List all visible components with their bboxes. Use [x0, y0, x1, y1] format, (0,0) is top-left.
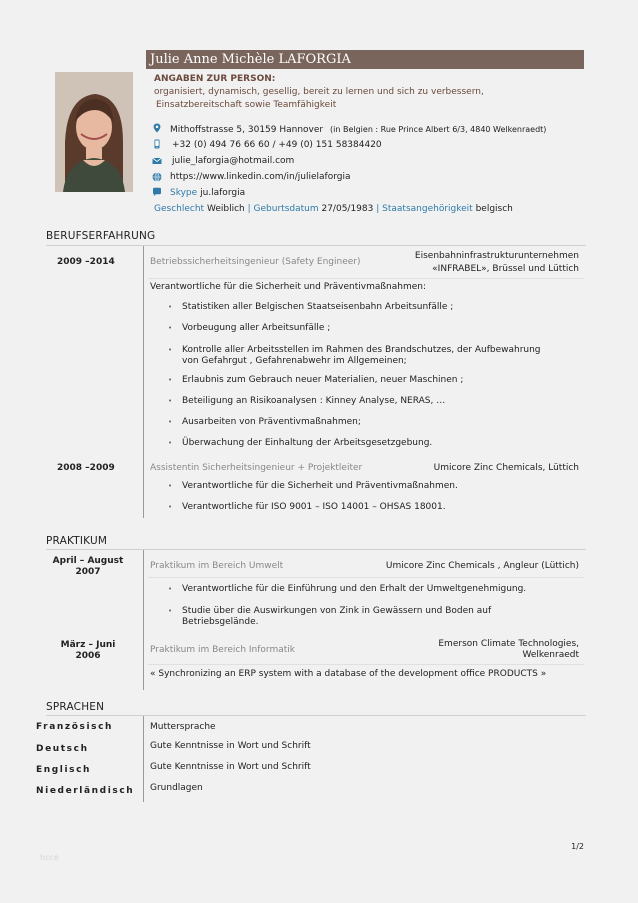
- intern2-period-line1: März – Juni: [60, 640, 116, 650]
- job1-company-line2: «INFRABEL», Brüssel und Lüttich: [432, 264, 579, 274]
- bullet-icon: •: [168, 324, 173, 332]
- bullet-icon: •: [168, 376, 173, 384]
- divider: [46, 245, 586, 246]
- divider: [46, 549, 586, 550]
- intern2-period-line2: 2006: [75, 651, 101, 661]
- intern1-bullet: Verantwortliche für die Einführung und den Erhalt der Umweltgenehmigung.: [182, 584, 527, 594]
- intern1-bullet-cont: Betriebsgelände.: [182, 617, 259, 627]
- location-icon: [152, 123, 162, 133]
- section-title-internship: PRAKTIKUM: [46, 535, 108, 547]
- phone-icon: [152, 139, 162, 149]
- email[interactable]: julie_laforgia@hotmail.com: [172, 156, 295, 166]
- intern2-company-line1: Emerson Climate Technologies,: [438, 639, 579, 649]
- bullet-icon: •: [168, 346, 173, 354]
- bullet-icon: •: [168, 418, 173, 426]
- job1-bullet-cont: von Gefahrgut , Gefahrenabwehr im Allgemeinen;: [182, 356, 407, 366]
- bullet-icon: •: [168, 607, 173, 615]
- job1-bullet: Überwachung der Einhaltung der Arbeitsgesetzgebung.: [182, 438, 433, 448]
- chat-icon: [152, 187, 162, 197]
- job1-role: Betriebssicherheitsingenieur (Safety Engineer): [150, 257, 361, 267]
- job1-bullet: Erlaubnis zum Gebrauch neuer Materialien, neuer Maschinen ;: [182, 375, 464, 385]
- address-belgium: (in Belgien : Rue Prince Albert 6/3, 4840 Welkenraedt): [330, 125, 547, 134]
- job1-bullet: Vorbeugung aller Arbeitsunfälle ;: [182, 323, 331, 333]
- profile-photo: [55, 72, 133, 192]
- divider: [46, 715, 586, 716]
- job1-intro: Verantwortliche für die Sicherheit und Präventivmaßnahmen:: [150, 282, 427, 292]
- bullet-icon: •: [168, 439, 173, 447]
- email-icon: [152, 156, 162, 166]
- language-level: Muttersprache: [150, 722, 216, 732]
- language-name: Niederländisch: [36, 786, 135, 796]
- bullet-icon: •: [168, 482, 173, 490]
- job1-bullet: Ausarbeiten von Präventivmaßnahmen;: [182, 417, 361, 427]
- divider: [148, 577, 584, 578]
- job2-bullet: Verantwortliche für ISO 9001 – ISO 14001 – OHSAS 18001.: [182, 502, 446, 512]
- job1-company-line1: Eisenbahninfrastrukturunternehmen: [414, 251, 579, 261]
- job2-bullet: Verantwortliche für die Sicherheit und Präventivmaßnahmen.: [182, 481, 458, 491]
- bullet-icon: •: [168, 303, 173, 311]
- job1-bullet: Statistiken aller Belgischen Staatseisenbahn Arbeitsunfälle ;: [182, 302, 454, 312]
- language-name: Englisch: [36, 765, 92, 775]
- intern2-role: Praktikum im Bereich Informatik: [150, 645, 295, 655]
- timeline-line: [143, 246, 144, 518]
- language-level: Grundlagen: [150, 783, 203, 793]
- bullet-icon: •: [168, 397, 173, 405]
- skype: Skype ju.laforgia: [170, 188, 246, 198]
- job2-company: Umicore Zinc Chemicals, Lüttich: [433, 463, 579, 473]
- divider: [148, 278, 584, 279]
- name-bar: Julie Anne Michèle LAFORGIA: [146, 50, 584, 69]
- job1-bullet: Beteiligung an Risikoanalysen : Kinney Analyse, NERAS, …: [182, 396, 446, 406]
- job1-bullet: Kontrolle aller Arbeitsstellen im Rahmen des Brandschutzes, der Aufbewahrung: [182, 345, 541, 355]
- timeline-line: [143, 716, 144, 802]
- language-name: Deutsch: [36, 744, 89, 754]
- personal-line-1: organisiert, dynamisch, gesellig, bereit zu lernen und sich zu verbessern,: [154, 87, 484, 97]
- job2-role: Assistentin Sicherheitsingenieur + Projektleiter: [150, 463, 363, 473]
- intern1-role: Praktikum im Bereich Umwelt: [150, 561, 284, 571]
- divider: [148, 664, 584, 665]
- intern1-bullet: Studie über die Auswirkungen von Zink in Gewässern und Boden auf: [182, 606, 492, 616]
- personal-facts: Geschlecht Weiblich | Geburtsdatum 27/05/1983 | Staatsangehörigkeit belgisch: [154, 204, 513, 214]
- timeline-line: [143, 550, 144, 690]
- globe-icon: [152, 172, 162, 182]
- section-title-languages: SPRACHEN: [46, 701, 105, 713]
- bullet-icon: •: [168, 503, 173, 511]
- intern1-company: Umicore Zinc Chemicals , Angleur (Lüttich): [385, 561, 579, 571]
- bullet-icon: •: [168, 585, 173, 593]
- personal-line-2: Einsatzbereitschaft sowie Teamfähigkeit: [156, 100, 337, 110]
- intern1-period-line2: 2007: [75, 567, 101, 577]
- intern2-company-line2: Welkenraedt: [522, 650, 579, 660]
- intern1-period-line1: April – August: [52, 556, 124, 566]
- address: Mithoffstrasse 5, 30159 Hannover (in Belgien : Rue Prince Albert 6/3, 4840 Welkenraedt): [170, 125, 547, 135]
- job1-period: 2009 –2014: [57, 257, 115, 267]
- intern2-note: « Synchronizing an ERP system with a database of the development office PRODUCTS »: [150, 669, 547, 679]
- page-number: 1/2: [571, 842, 584, 851]
- linkedin-link[interactable]: https://www.linkedin.com/in/julielaforgia: [170, 172, 351, 182]
- language-level: Gute Kenntnisse in Wort und Schrift: [150, 741, 311, 751]
- job2-period: 2008 –2009: [57, 463, 115, 473]
- language-name: Französisch: [36, 722, 114, 732]
- phone-numbers: +32 (0) 494 76 66 60 / +49 (0) 151 58384420: [172, 140, 382, 150]
- watermark: hcce: [40, 853, 59, 862]
- section-title-experience: BERUFSERFAHRUNG: [46, 230, 156, 242]
- language-level: Gute Kenntnisse in Wort und Schrift: [150, 762, 311, 772]
- personal-title: ANGABEN ZUR PERSON:: [154, 74, 276, 84]
